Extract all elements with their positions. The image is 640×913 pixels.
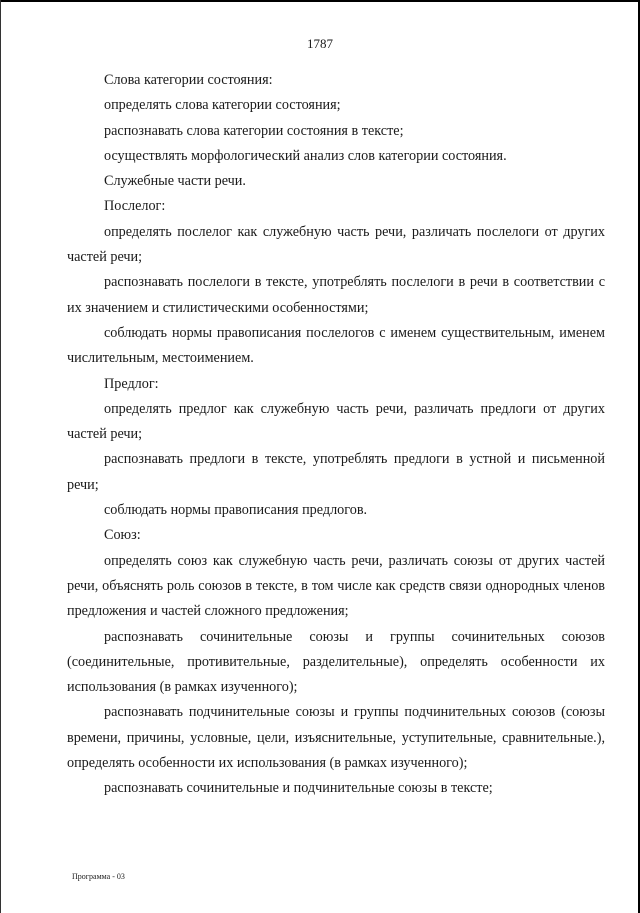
scan-border-left xyxy=(0,0,1,913)
paragraph-postposition-heading: Послелог: xyxy=(104,198,166,215)
page-number: 1787 xyxy=(307,36,333,51)
paragraph: распознавать предлоги в тексте, употреблять предлоги в устной и письменной речи; xyxy=(67,451,605,493)
paragraph: определять предлог как служебную часть речи, различать предлоги от других частей речи; xyxy=(67,400,605,443)
footer-program-label: Программа - 03 xyxy=(72,872,125,881)
paragraph: распознавать слова категории состояния в тексте; xyxy=(104,122,404,139)
paragraph: определять послелог как служебную часть речи, различать послелоги от других частей речи; xyxy=(67,223,605,266)
paragraph: определять слова категории состояния; xyxy=(104,97,341,114)
paragraph: соблюдать нормы правописания послелогов с именем существительным, именем числительным, местоимением. xyxy=(67,324,605,367)
document-body xyxy=(67,68,605,802)
paragraph-preposition-heading: Предлог: xyxy=(104,375,159,392)
paragraph: осуществлять морфологический анализ слов категории состояния. xyxy=(104,147,507,164)
paragraph-state-words-heading: Слова категории состояния: xyxy=(104,72,273,88)
paragraph: распознавать сочинительные и подчинительные союзы в тексте; xyxy=(104,780,493,797)
paragraph: распознавать подчинительные союзы и группы подчинительных союзов (союзы времени, причины, условные, цели, изъяснительные, уступительные, сравнительные.), определять особенности их использования (в рамках изученного); xyxy=(67,704,605,772)
paragraph: распознавать послелоги в тексте, употреблять послелоги в речи в соответствии с их значением и стилистическими особенностями; xyxy=(67,274,605,316)
scan-border-top xyxy=(0,0,640,2)
paragraph: распознавать сочинительные союзы и группы сочинительных союзов (соединительные, противительные, разделительные), определять особенности их использования (в рамках изученного); xyxy=(67,628,605,696)
paragraph-function-words-heading: Служебные части речи. xyxy=(104,173,246,190)
paragraph: определять союз как служебную часть речи, различать союзы от других частей речи, объяснять роль союзов в тексте, в том числе как средств связи однородных членов предложения и частей сложного предложения; xyxy=(67,552,605,620)
paragraph-conjunction-heading: Союз: xyxy=(104,527,141,544)
paragraph: соблюдать нормы правописания предлогов. xyxy=(104,502,368,519)
